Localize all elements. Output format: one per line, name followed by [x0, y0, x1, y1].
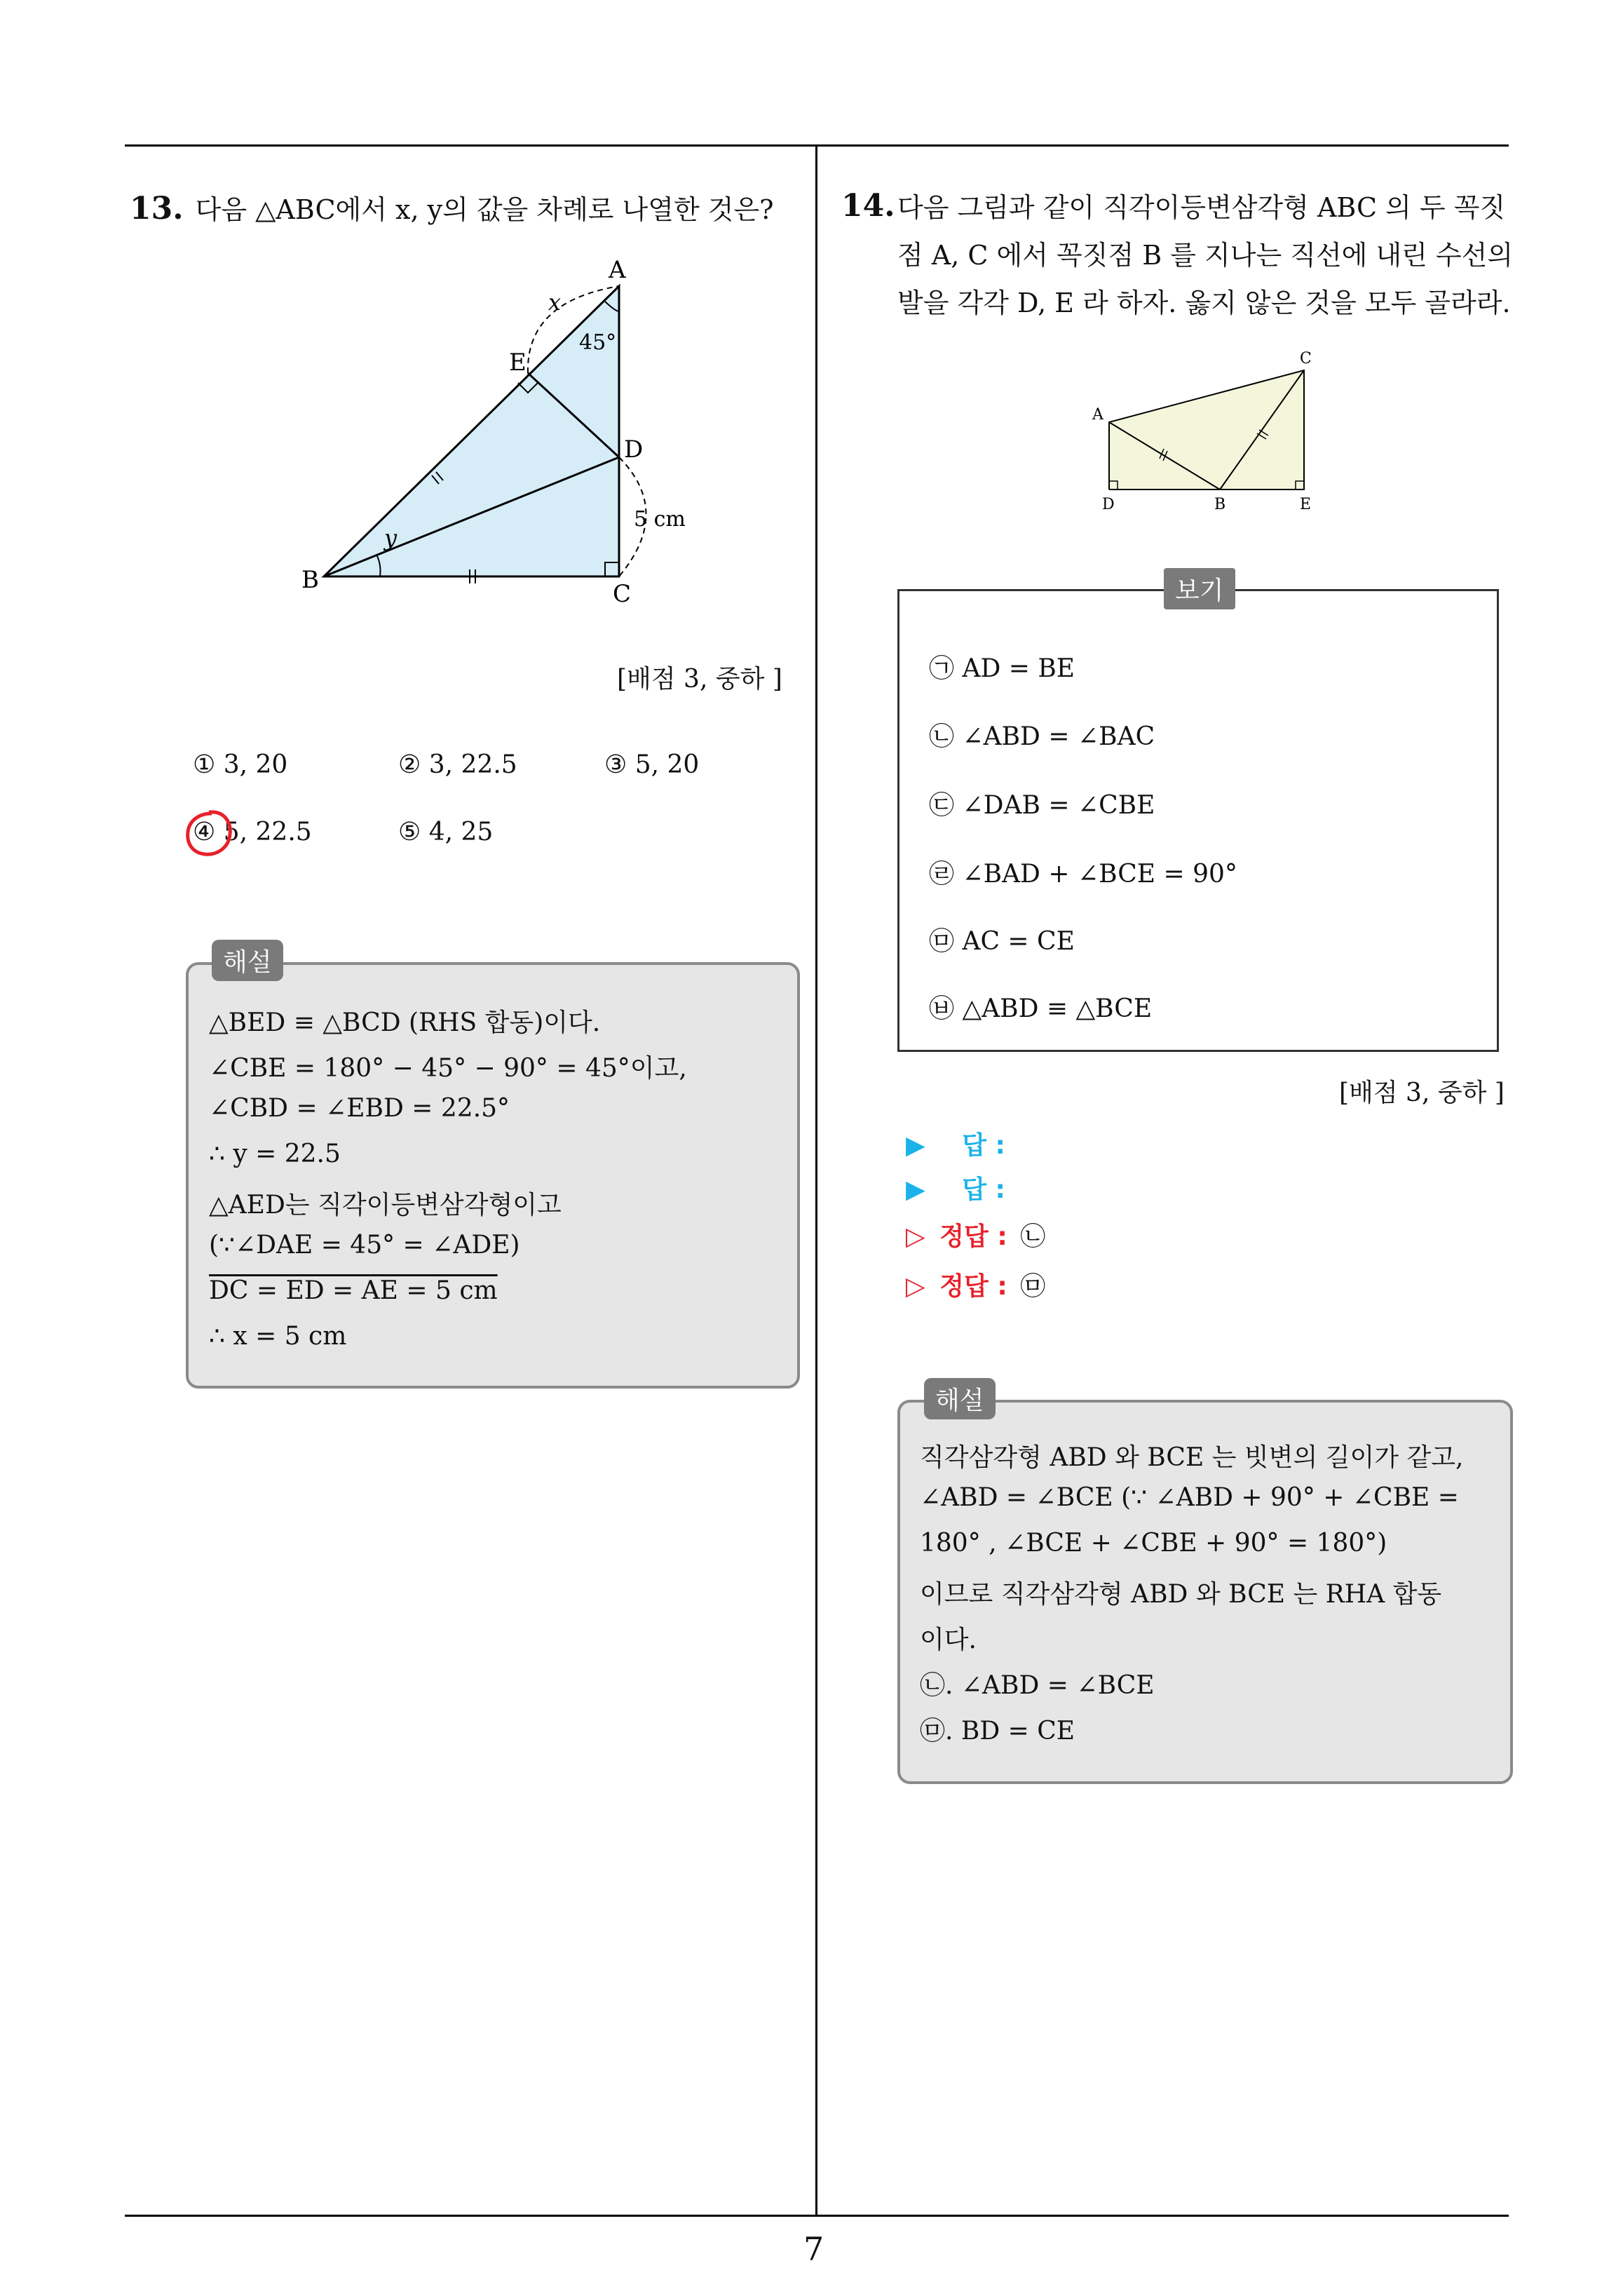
- q13-expl-line-4: ∴ y = 22.5: [209, 1140, 341, 1168]
- column-divider: [815, 144, 817, 2217]
- q14-bogi-item-6: ㉥ △ABD ≡ △BCE: [929, 994, 1153, 1023]
- q14-text-line-2: 점 A, C 에서 꼭짓점 B 를 지나는 직선에 내린 수선의: [897, 240, 1514, 271]
- q14-bogi-item-5: ㉤ AC = CE: [929, 927, 1075, 956]
- q13-expl-line-3: ∠CBD = ∠EBD = 22.5°: [209, 1094, 510, 1123]
- q13-score: [배점 3, 중하 ]: [617, 665, 782, 694]
- q14-bogi-title: 보기: [1164, 568, 1235, 609]
- q14-answer-label-1: 답 :: [962, 1131, 1005, 1160]
- q14-expl-line-1: 직각삼각형 ABD 와 BCE 는 빗변의 길이가 같고,: [920, 1443, 1464, 1472]
- q13-triangle: [324, 286, 619, 576]
- correct-arrow-icon: ▷: [906, 1272, 925, 1301]
- q14-label-d: D: [1102, 496, 1115, 513]
- q14-bogi-item-1: ㉠ AD = BE: [929, 654, 1075, 683]
- bottom-rule: [125, 2215, 1509, 2217]
- q13-expl-line-6: (∵∠DAE = 45° = ∠ADE): [209, 1231, 520, 1260]
- q14-label-c: C: [1300, 350, 1312, 367]
- q13-label-5cm: 5 cm: [634, 507, 686, 532]
- q13-label-45: 45°: [579, 330, 617, 355]
- q13-explanation-tab: 해설: [212, 940, 283, 981]
- q14-correct-row-1: [906, 1217, 1045, 1252]
- q14-explanation-tab: 해설: [924, 1378, 996, 1419]
- q13-choice-4[interactable]: ④ 5, 22.5: [193, 818, 312, 846]
- q13-figure: [294, 252, 715, 617]
- q14-expl-line-5: 이다.: [920, 1626, 977, 1654]
- q14-correct-row-2: [906, 1267, 1045, 1302]
- q13-expl-line-8: ∴ x = 5 cm: [209, 1322, 347, 1351]
- q13-expl-line-2: ∠CBE = 180° − 45° − 90° = 45°이고,: [209, 1054, 687, 1083]
- q14-expl-line-4: 이므로 직각삼각형 ABD 와 BCE 는 RHA 합동: [920, 1580, 1442, 1609]
- q13-label-x: x: [548, 289, 562, 316]
- answer-arrow-icon: ▶: [906, 1131, 925, 1160]
- q14-text: [897, 184, 1513, 327]
- q13-selected-circle: [181, 806, 237, 860]
- q14-correct-label-1: 정답 :: [939, 1222, 1007, 1251]
- q13-choice-5[interactable]: ⑤ 4, 25: [398, 818, 494, 846]
- q14-correct-value-2: ㉤: [1020, 1272, 1046, 1301]
- q14-text-line-1: 다음 그림과 같이 직각이등변삼각형 ABC 의 두 꼭짓: [897, 192, 1506, 223]
- q14-answer-row-2[interactable]: [906, 1170, 1005, 1206]
- q13-text: 다음 △ABC에서 x, y의 값을 차례로 나열한 것은?: [195, 194, 774, 225]
- q14-answer-row-1[interactable]: [906, 1126, 1005, 1161]
- correct-arrow-icon: ▷: [906, 1222, 925, 1251]
- q13-number: 13.: [130, 191, 184, 227]
- q14-figure: [1087, 344, 1339, 526]
- q14-quad-fill: [1109, 370, 1304, 489]
- q13-label-e: E: [509, 349, 527, 377]
- q13-label-y: y: [384, 525, 398, 551]
- q14-text-line-3: 발을 각각 D, E 라 하자. 옳지 않은 것을 모두 골라라.: [897, 288, 1511, 318]
- q13-expl-line-7: DC = ED = AE = 5 cm: [209, 1276, 498, 1305]
- q14-correct-value-1: ㉡: [1020, 1222, 1046, 1251]
- q13-expl-line-5: △AED는 직각이등변삼각형이고: [209, 1191, 562, 1220]
- q14-bogi-item-3: ㉢ ∠DAB = ∠CBE: [929, 791, 1155, 820]
- q14-correct-label-2: 정답 :: [939, 1272, 1007, 1301]
- q14-answer-label-2: 답 :: [962, 1175, 1005, 1204]
- q14-expl-line-2: ∠ABD = ∠BCE (∵ ∠ABD + 90° + ∠CBE =: [920, 1483, 1459, 1512]
- q13-label-a: A: [609, 256, 626, 284]
- q13-choice-3[interactable]: ③ 5, 20: [604, 750, 700, 779]
- q14-label-e: E: [1300, 496, 1312, 513]
- q13-label-d: D: [624, 435, 644, 464]
- q14-expl-line-6: ㉡. ∠ABD = ∠BCE: [920, 1671, 1155, 1700]
- answer-arrow-icon: ▶: [906, 1175, 925, 1204]
- page-number: 7: [803, 2230, 824, 2268]
- q14-expl-line-3: 180° , ∠BCE + ∠CBE + 90° = 180°): [920, 1529, 1387, 1558]
- q13-choice-2[interactable]: ② 3, 22.5: [398, 750, 517, 779]
- q14-number: 14.: [841, 188, 895, 224]
- q13-label-b: B: [301, 566, 319, 594]
- q14-label-b: B: [1214, 496, 1226, 513]
- q14-label-a: A: [1092, 406, 1103, 424]
- q13-header: [130, 188, 774, 227]
- q14-score: [배점 3, 중하 ]: [1339, 1079, 1505, 1107]
- q14-bogi-item-2: ㉡ ∠ABD = ∠BAC: [929, 722, 1155, 751]
- q13-expl-line-1: △BED ≡ △BCD (RHS 합동)이다.: [209, 1008, 601, 1037]
- q14-expl-line-7: ㉤. BD = CE: [920, 1717, 1075, 1745]
- q13-label-c: C: [613, 580, 632, 608]
- q14-bogi-item-4: ㉣ ∠BAD + ∠BCE = 90°: [929, 860, 1237, 889]
- q13-choice-1[interactable]: ① 3, 20: [193, 750, 288, 779]
